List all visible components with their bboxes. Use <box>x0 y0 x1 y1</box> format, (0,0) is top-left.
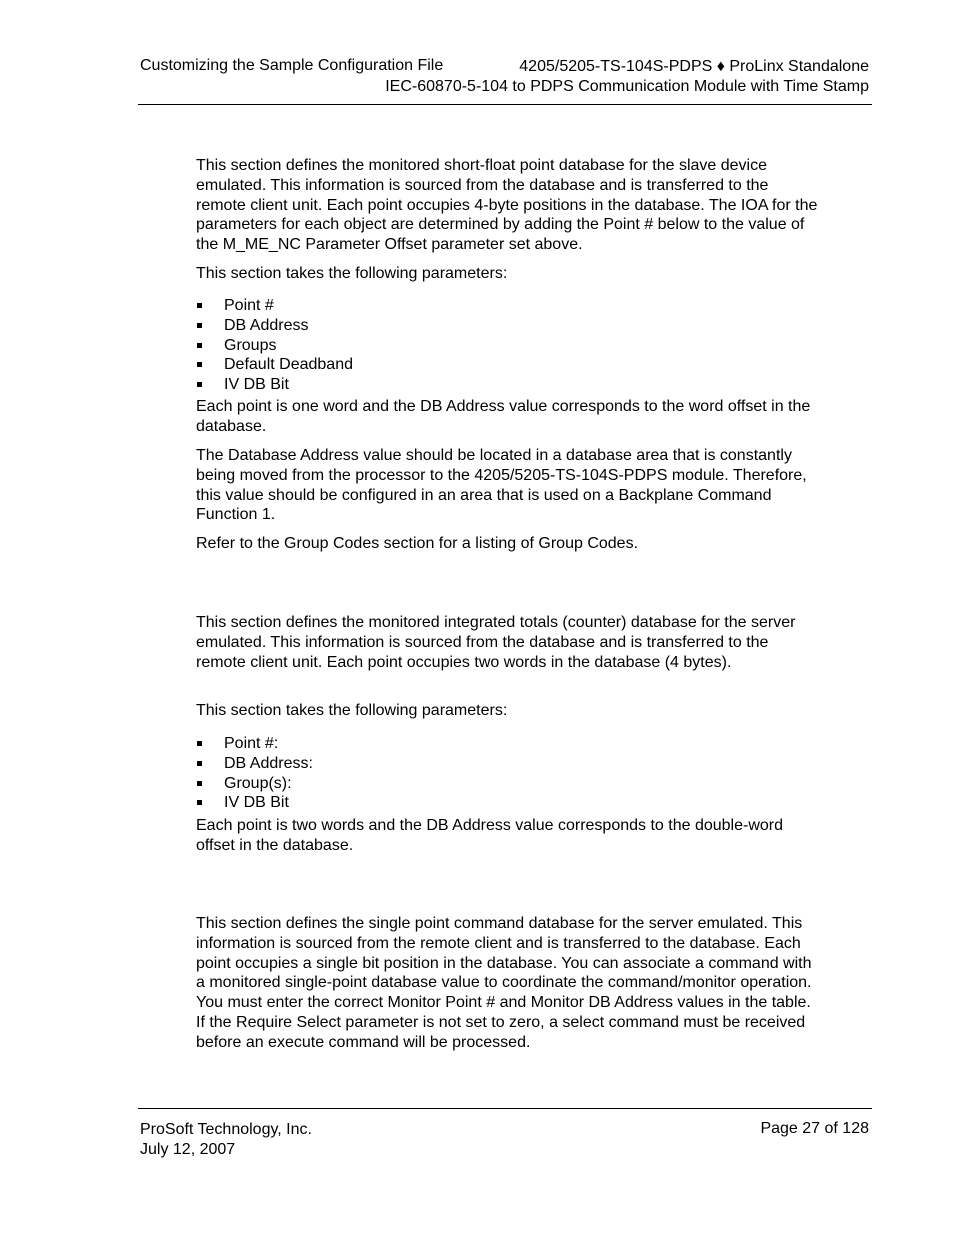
list-item <box>196 296 821 316</box>
list-item <box>196 355 821 375</box>
footer-left <box>140 1120 312 1160</box>
list-item <box>196 793 821 813</box>
section-counter-intro <box>196 613 821 672</box>
header-product-line: 4205/5205-TS-104S-PDPS ♦ ProLinx Standalone <box>519 58 869 75</box>
paragraph: Each point is two words and the DB Address value corresponds to the double-word offset in the database. <box>196 817 783 854</box>
list-item-label: IV DB Bit <box>224 794 289 812</box>
bullet-icon <box>197 800 202 805</box>
bullet-icon <box>197 781 202 786</box>
list-item <box>196 375 821 395</box>
list-item <box>196 336 821 356</box>
paragraph: The Database Address value should be located in a database area that is constantly being moved from the processor to the 4205/5205-TS-104S-PDPS module. Therefore, this value should be configured in an area that is used on a Backplane Command Function 1. <box>196 447 807 524</box>
section-short-float-param-list <box>196 296 821 395</box>
header-product-info <box>385 57 869 97</box>
section-counter-note-1 <box>196 816 821 856</box>
section-short-float-params-intro <box>196 264 821 284</box>
paragraph: This section defines the monitored short-float point database for the slave device emulated. This information is sourced from the database and is transferred to the remote client unit. Each point occupies 4-byte positions in the database. The IOA for the parameters for each object are determined by adding the Point # below to the value of the M_ME_NC Parameter Offset parameter set above. <box>196 157 818 254</box>
bullet-icon <box>197 362 202 367</box>
header-subtitle: IEC-60870-5-104 to PDPS Communication Module with Time Stamp <box>385 78 869 95</box>
paragraph: This section defines the single point command database for the server emulated. This information is sourced from the remote client and is transferred to the database. Each point occupies a single bit position in the database. You can associate a command with a monitored single-point database value to coordinate the command/monitor operation. You must enter the correct Monitor Point # and Monitor DB Address values in the table. If the Require Select parameter is not set to zero, a select command must be received before an execute command will be processed. <box>196 915 812 1051</box>
paragraph: Each point is one word and the DB Address value corresponds to the word offset in the database. <box>196 398 811 435</box>
bullet-icon <box>197 323 202 328</box>
section-short-float-note-2 <box>196 446 821 525</box>
paragraph: This section takes the following parameters: <box>196 265 508 282</box>
list-item-label: Groups <box>224 336 277 354</box>
section-short-float-note-1 <box>196 397 821 437</box>
list-item <box>196 774 821 794</box>
list-item <box>196 734 821 754</box>
paragraph: Refer to the Group Codes section for a listing of Group Codes. <box>196 535 639 552</box>
bullet-icon <box>197 382 202 387</box>
list-item <box>196 316 821 336</box>
footer-company: ProSoft Technology, Inc. <box>140 1121 312 1138</box>
list-item <box>196 754 821 774</box>
header-divider <box>138 104 872 105</box>
section-single-point-command-intro <box>196 914 821 1053</box>
section-counter-params-intro <box>196 701 821 721</box>
section-counter-param-list <box>196 734 821 813</box>
list-item-label: Point #: <box>224 735 279 752</box>
footer-divider <box>138 1108 872 1109</box>
list-item-label: DB Address: <box>224 754 313 772</box>
section-short-float-note-3 <box>196 534 821 554</box>
header-section-title: Customizing the Sample Configuration File <box>140 57 444 74</box>
list-item-label: IV DB Bit <box>224 376 289 394</box>
paragraph: This section defines the monitored integrated totals (counter) database for the server emulated. This information is sourced from the database and is transferred to the remote client unit. Each point occupies two words in the database (4 bytes). <box>196 614 796 671</box>
list-item-label: Group(s): <box>224 774 292 792</box>
bullet-icon <box>197 343 202 348</box>
list-item-label: Default Deadband <box>224 356 353 374</box>
section-short-float-intro <box>196 156 821 255</box>
list-item-label: Point # <box>224 297 274 314</box>
bullet-icon <box>197 303 202 308</box>
footer-date: July 12, 2007 <box>140 1141 236 1158</box>
bullet-icon <box>197 741 202 746</box>
bullet-icon <box>197 761 202 766</box>
paragraph: This section takes the following parameters: <box>196 702 508 719</box>
list-item-label: DB Address <box>224 316 309 334</box>
footer-page-number: Page 27 of 128 <box>760 1120 869 1137</box>
